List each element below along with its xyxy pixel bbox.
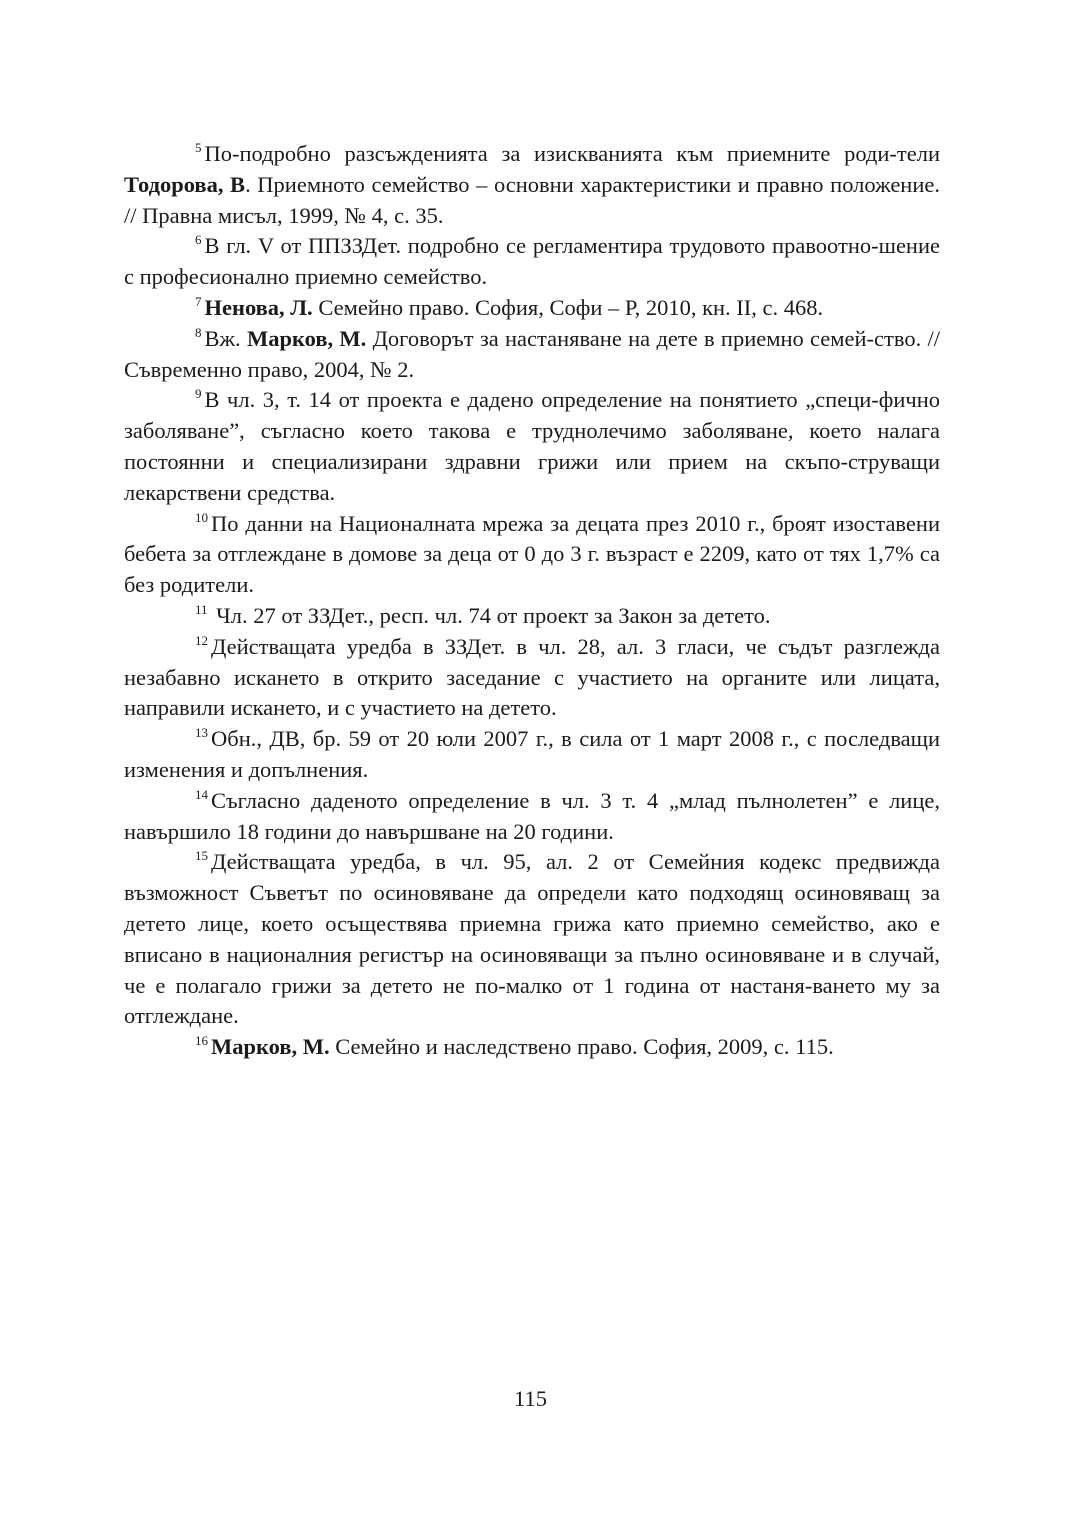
- footnote-10: [124, 509, 940, 601]
- footnote-9: [124, 385, 940, 508]
- page-number: 115: [514, 1386, 547, 1411]
- footnote-7: [124, 293, 940, 324]
- footnote-author: Тодорова, В: [124, 171, 246, 197]
- footnote-number: 16: [195, 1033, 208, 1049]
- footnote-text: Чл. 27 от ЗЗДет., респ. чл. 74 от проект за Закон за детето.: [210, 602, 771, 628]
- footnote-text: В гл. V от ППЗЗДет. подробно се регламентира трудовото правоотно-шение с професионално приемно семейство.: [124, 233, 940, 290]
- footnote-text: По данни на Националната мрежа за децата през 2010 г., броят изоставени бебета за отглеждане в домове за деца от 0 до 3 г. възраст е 2209, като от тях 1,7% са без родители.: [124, 510, 940, 598]
- footnote-number: 8: [195, 324, 202, 340]
- footnotes-section: [124, 139, 940, 1063]
- footnote-author: Марков, М.: [211, 1034, 330, 1060]
- footnote-11: [124, 601, 940, 632]
- footnote-15: [124, 847, 940, 1032]
- footnote-number: 13: [195, 725, 208, 741]
- footnote-number: 9: [195, 386, 202, 402]
- footnote-6: [124, 231, 940, 293]
- footnote-8: [124, 324, 940, 386]
- footnote-13: [124, 724, 940, 786]
- footnote-author: Ненова, Л.: [204, 294, 313, 320]
- footnote-text: Обн., ДВ, бр. 59 от 20 юли 2007 г., в сила от 1 март 2008 г., с последващи изменения и допълнения.: [124, 726, 940, 782]
- footnote-14: [124, 786, 940, 848]
- footnote-text: По-подробно разсъжденията за изискванията към приемните роди-тели: [204, 141, 940, 166]
- footnote-number: 10: [195, 509, 208, 525]
- footnote-author: Марков, М.: [246, 325, 367, 351]
- footnote-number: 14: [195, 786, 208, 802]
- footnote-number: 11: [195, 601, 208, 617]
- footnote-16: [124, 1032, 940, 1063]
- footnote-text: Вж.: [204, 325, 247, 351]
- footnote-text: Съгласно даденото определение в чл. 3 т. 4 „млад пълнолетен” е лице, навършило 18 години до навършване на 20 години.: [124, 787, 940, 844]
- footnote-text: . Приемното семейство – основни характеристики и правно положение. // Правна мисъл, 1999, № 4, с. 35.: [124, 171, 940, 228]
- footnote-text: Семейно право. София, Софи – Р, 2010, кн. II, с. 468.: [312, 294, 824, 320]
- footnote-text: В чл. 3, т. 14 от проекта е дадено определение на понятието „специ-фично заболяване”, съгласно което такова е труднолечимо заболяване, което налага постоянни и специализирани здравни грижи или прием на скъпо-струващи лекарствени средства.: [124, 387, 940, 505]
- footnote-5: [124, 139, 940, 231]
- footnote-number: 6: [195, 232, 202, 248]
- footnote-number: 15: [195, 848, 208, 864]
- footnote-text: Договорът за настаняване на дете в приемно семей-ство. // Съвременно право, 2004, № 2.: [124, 325, 941, 382]
- footnote-number: 12: [195, 632, 208, 648]
- footnote-text: Семейно и наследствено право. София, 2009, с. 115.: [329, 1034, 834, 1060]
- footnote-text: Действащата уредба, в чл. 95, ал. 2 от Семейния кодекс предвижда възможност Съветът по осиновяване да определи като подходящ осиновяващ за детето лице, което осъществява приемна грижа като приемно семейство, ако е вписано в националния регистър на осиновяващи за пълно осиновяване и в случай, че е полагало грижи за детето не по-малко от 1 година от настаня-ването му за отглеждане.: [124, 849, 940, 1029]
- footnote-number: 5: [195, 140, 202, 155]
- footnote-12: [124, 632, 940, 724]
- footnote-text: Действащата уредба в ЗЗДет. в чл. 28, ал. 3 гласи, че съдът разглежда незабавно искането в открито заседание с участието на органите или лицата, направили искането, и с участието на детето.: [124, 633, 940, 721]
- footnote-number: 7: [195, 293, 202, 309]
